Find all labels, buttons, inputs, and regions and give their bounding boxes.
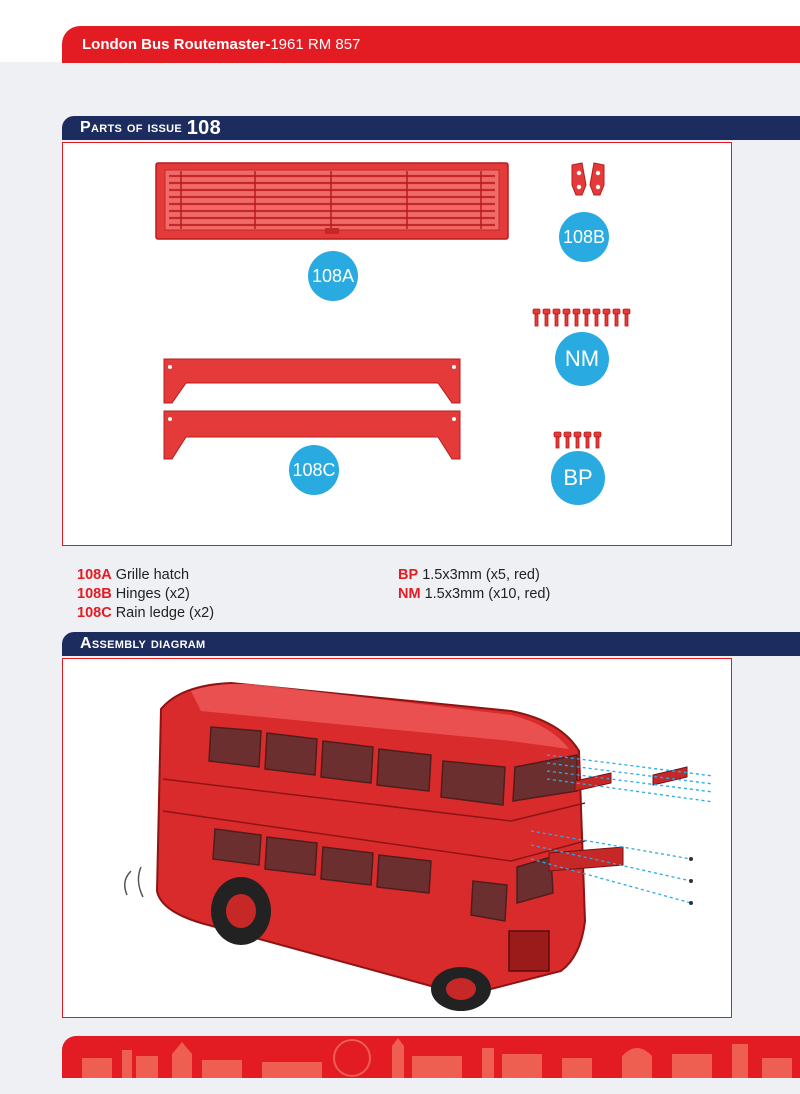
parts-section-heading (62, 116, 800, 140)
part-bp-label: BP (563, 465, 593, 490)
part-bp-bubble (551, 451, 605, 505)
legend-item-bp: BP 1.5x3mm (x5, red) (398, 567, 540, 583)
legend-left (77, 566, 214, 623)
legend-item-nm: NM 1.5x3mm (x10, red) (398, 586, 551, 602)
hinges-image (568, 161, 612, 201)
header-title-bold: London Bus Routemaster- (82, 36, 271, 53)
assembly-heading-title: Assembly diagram (80, 635, 206, 652)
header-title-regular: 1961 RM 857 (270, 36, 361, 53)
bp-screws-image (552, 430, 606, 450)
legend-item-108c: 108C Rain ledge (x2) (77, 605, 215, 621)
legend-item-108b: 108B Hinges (x2) (77, 586, 190, 602)
parts-heading-prefix: Parts of issue (80, 119, 182, 136)
legend-item-108a: 108A Grille hatch (77, 567, 190, 583)
part-108a-bubble (308, 251, 358, 301)
assembly-panel (62, 658, 732, 1018)
part-108b-label: 108B (562, 226, 606, 247)
parts-panel (62, 142, 732, 546)
part-nm-label: NM (564, 346, 600, 371)
footer-skyline (62, 1036, 800, 1078)
assembly-diagram (91, 671, 711, 1013)
assembly-section-heading (62, 632, 800, 656)
part-108b-bubble (559, 212, 609, 262)
parts-heading-number: 108 (186, 116, 222, 139)
grille-hatch-image (155, 162, 511, 242)
part-nm-bubble (555, 332, 609, 386)
header-bar (62, 26, 800, 63)
part-108c-bubble (289, 445, 339, 495)
part-108a-label: 108A (311, 265, 355, 286)
legend-right (398, 566, 550, 604)
london-skyline-graphic (62, 1036, 800, 1078)
nm-screws-image (531, 307, 635, 329)
part-108c-label: 108C (292, 459, 336, 480)
